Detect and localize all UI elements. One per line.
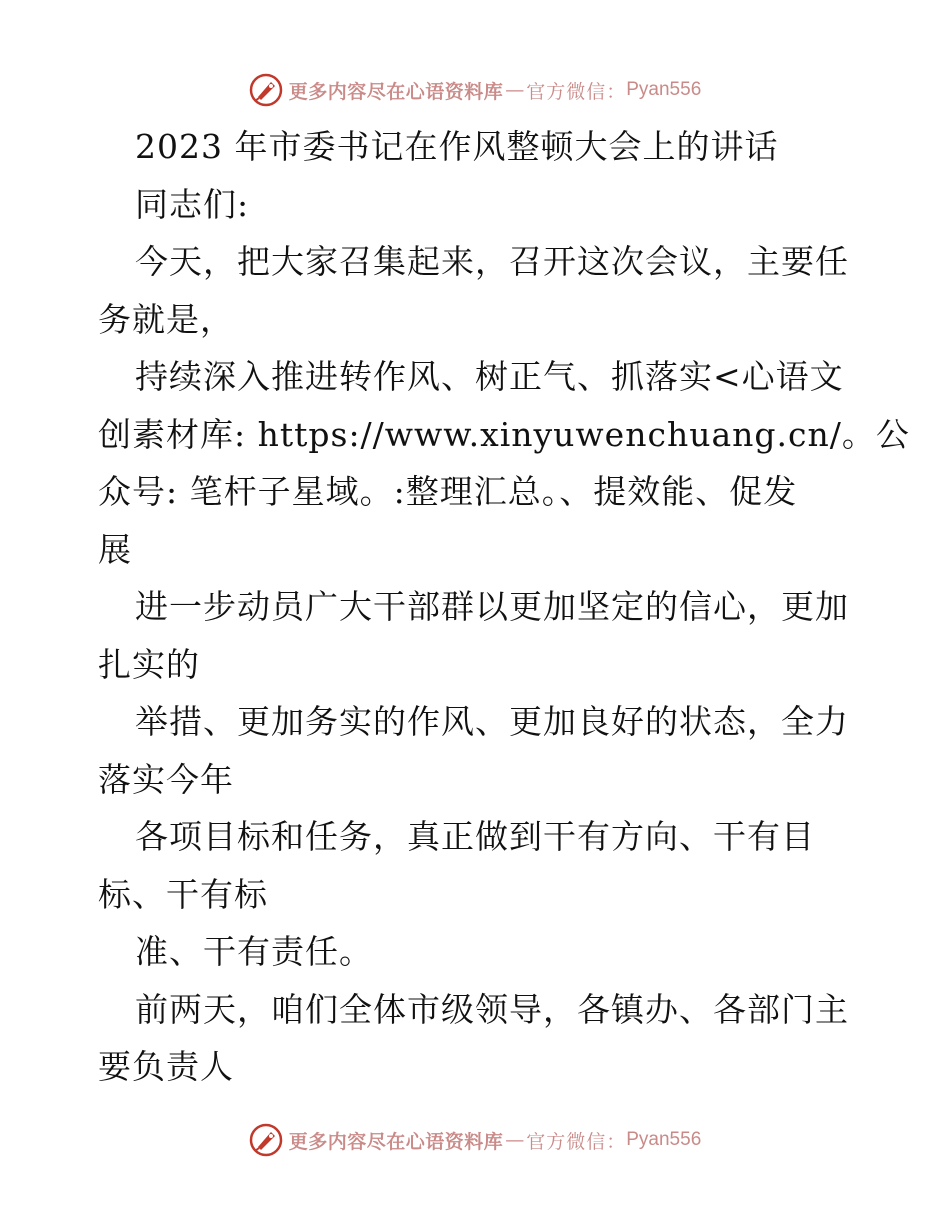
banner-brand-text: 更多内容尽在心语资料库 [288,1130,504,1153]
pen-logo-icon [249,1123,283,1157]
document-body [98,118,910,1096]
paragraph-line: 标、干有标 [98,874,268,914]
paragraph-line: 务就是， [98,299,234,339]
paragraph-line: 进一步动员广大干部群以更加坚定的信心，更加 [135,587,849,626]
banner-wechat-label: 官方微信： [526,1130,627,1153]
paragraph-line: 举措、更加务实的作风、更加良好的状态，全力 [135,702,849,741]
document-title: 2023 年市委书记在作风整顿大会上的讲话 [135,127,779,166]
banner-wechat-id: Pyan556 [626,79,702,100]
pen-logo-icon [249,73,283,107]
paragraph-line: 前两天，咱们全体市级领导，各镇办、各部门主 [135,989,849,1029]
header-banner [0,70,950,110]
paragraph-line: 扎实的 [98,644,200,684]
paragraph-line: 各项目标和任务，真正做到干有方向、干有目 [135,817,815,856]
paragraph-line: 今天，把大家召集起来，召开这次会议，主要任 [135,242,849,281]
paragraph-line: 准、干有责任。 [135,932,373,971]
paragraph-line: 持续深入推进转作风、树正气、抓落实<心语文 [135,357,844,396]
paragraph-line: 落实今年 [98,759,234,799]
paragraph-line: 要负责人 [98,1047,234,1086]
salutation: 同志们: [135,184,250,224]
banner-dash: — [505,1129,525,1151]
banner-dash: — [505,79,525,101]
footer-banner [0,1120,950,1160]
banner-brand-text: 更多内容尽在心语资料库 [288,80,504,103]
paragraph-line: 创素材库: https://www.xinyuwenchuang.cn/。公 [98,414,910,454]
paragraph-line: 众号: 笔杆子星域。:整理汇总。、提效能、促发 [98,472,798,511]
paragraph-line: 展 [98,529,132,569]
banner-wechat-label: 官方微信： [526,80,627,103]
banner-wechat-id: Pyan556 [626,1129,702,1150]
